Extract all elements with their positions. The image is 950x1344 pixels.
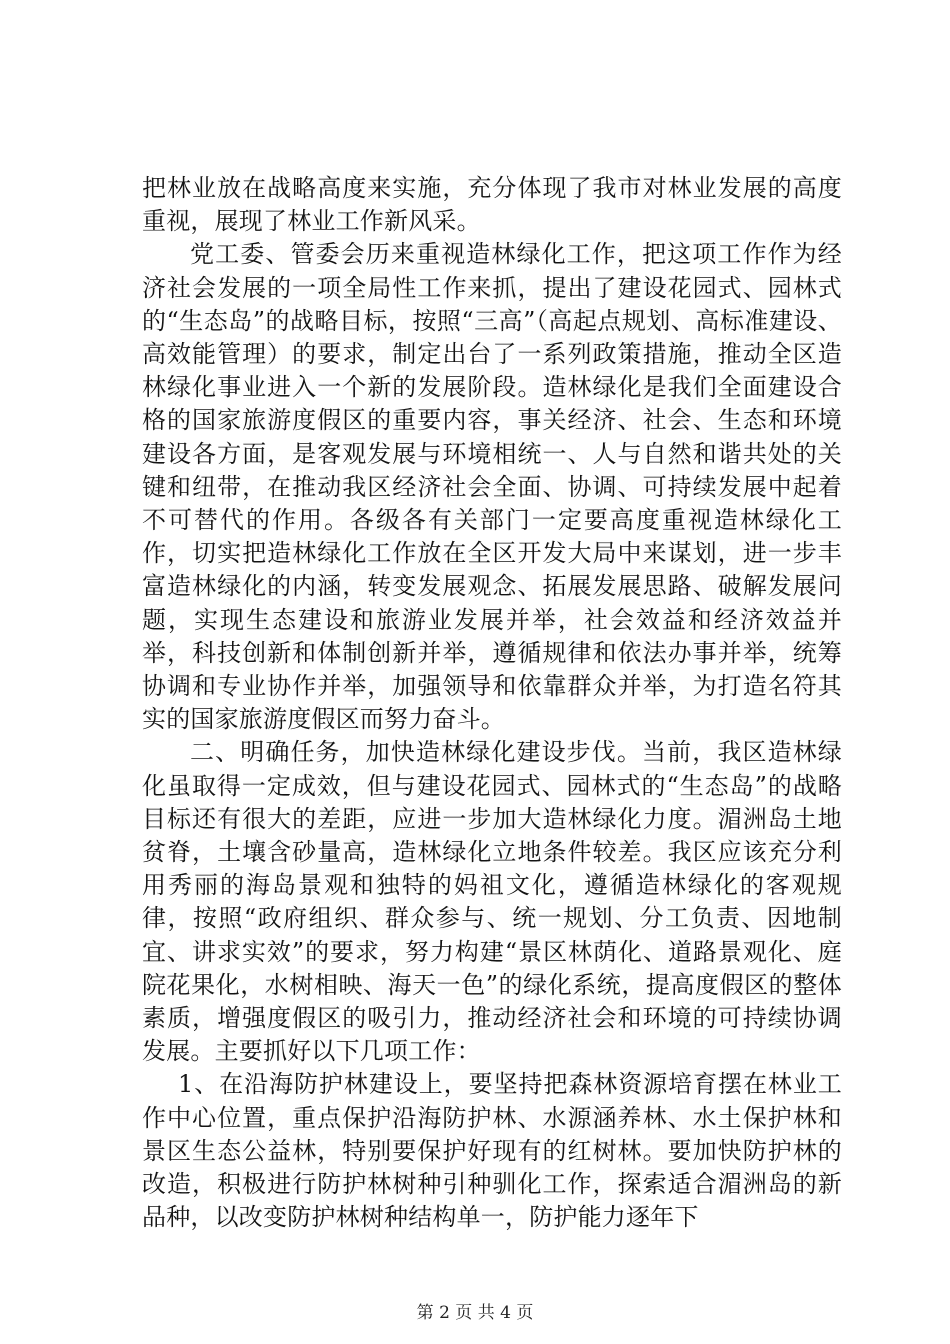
page-footer: 第 2 页 共 4 页 <box>416 1303 534 1323</box>
paragraph-continuation: 把林业放在战略高度来实施，充分体现了我市对林业发展的高度重视，展现了林业工作新风采。 <box>142 174 842 236</box>
paragraph-party-committee: 党工委、管委会历来重视造林绿化工作，把这项工作作为经济社会发展的一项全局性工作来抓，提出了建设花园式、园林式的“生态岛”的战略目标，按照“三高”（高起点规划、高标准建设、高效能管理）的要求，制定出台了一系列政策措施，推动全区造林绿化事业进入一个新的发展阶段。造林绿化是我们全面建设合格的国家旅游度假区的重要内容，事关经济、社会、生态和环境建设各方面，是客观发展与环境相统一、人与自然和谐共处的关键和纽带，在推动我区经济社会全面、协调、可持续发展中起着不可替代的作用。各级各有关部门一定要高度重视造林绿化工作，切实把造林绿化工作放在全区开发大局中来谋划，进一步丰富造林绿化的内涵，转变发展观念、拓展发展思路、破解发展问题，实现生态建设和旅游业发展并举，社会效益和经济效益并举，科技创新和体制创新并举，遵循规律和依法办事并举，统筹协调和专业协作并举，加强领导和依靠群众并举，为打造名符其实的国家旅游度假区而努力奋斗。 <box>142 240 842 734</box>
paragraph-section-two: 二、明确任务，加快造林绿化建设步伐。当前，我区造林绿化虽取得一定成效，但与建设花园式、园林式的“生态岛”的战略目标还有很大的差距，应进一步加大造林绿化力度。湄洲岛土地贫脊，土壤含砂量高，造林绿化立地条件较差。我区应该充分利用秀丽的海岛景观和独特的妈祖文化，遵循造林绿化的客观规律，按照“政府组织、群众参与、统一规划、分工负责、因地制宜、讲求实效”的要求，努力构建“景区林荫化、道路景观化、庭院花果化，水树相映、海天一色”的绿化系统，提高度假区的整体素质，增强度假区的吸引力，推动经济社会和环境的可持续协调发展。主要抓好以下几项工作： <box>142 738 842 1066</box>
document-body <box>142 172 842 1235</box>
paragraph-item-one: 1、在沿海防护林建设上，要坚持把森林资源培育摆在林业工作中心位置，重点保护沿海防护林、水源涵养林、水土保护林和景区生态公益林，特别要保护好现有的红树林。要加快防护林的改造，积极进行防护林树种引种驯化工作，探索适合湄洲岛的新品种，以改变防护林树种结构单一，防护能力逐年下 <box>142 1070 842 1232</box>
